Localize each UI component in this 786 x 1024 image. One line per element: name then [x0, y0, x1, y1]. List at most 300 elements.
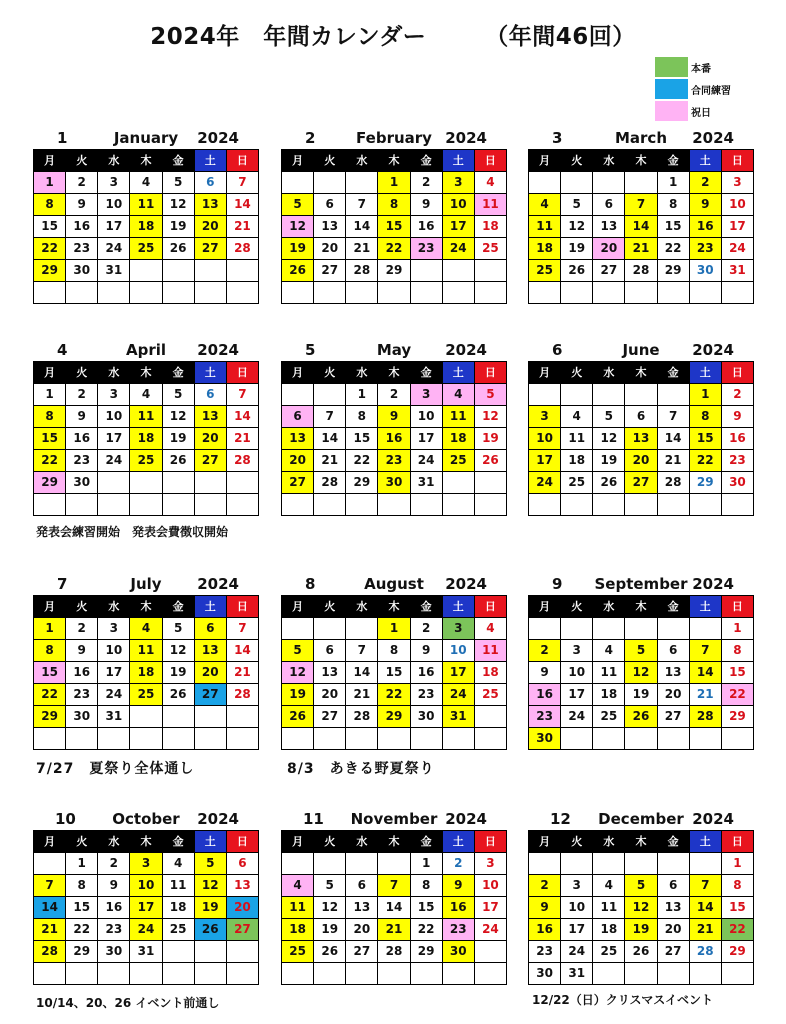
day-cell: 23 [66, 684, 98, 706]
day-cell: 17 [529, 450, 561, 472]
day-cell: 13 [194, 194, 226, 216]
weekday-header: 土 [442, 150, 474, 172]
day-cell: 23 [689, 238, 721, 260]
empty-cell [593, 728, 625, 750]
weekday-header: 金 [657, 831, 689, 853]
empty-cell [529, 494, 561, 516]
empty-cell [529, 618, 561, 640]
day-cell: 18 [130, 428, 162, 450]
weekday-header: 水 [98, 831, 130, 853]
day-cell: 12 [625, 897, 657, 919]
weekday-header: 土 [442, 596, 474, 618]
day-cell: 15 [689, 428, 721, 450]
day-cell: 3 [410, 384, 442, 406]
weekday-header: 木 [130, 150, 162, 172]
empty-cell [226, 494, 258, 516]
day-cell: 16 [410, 662, 442, 684]
week-row [34, 684, 259, 706]
day-cell: 29 [721, 941, 753, 963]
day-cell: 10 [442, 194, 474, 216]
day-cell: 10 [561, 662, 593, 684]
weekday-header: 月 [34, 596, 66, 618]
day-cell: 14 [34, 897, 66, 919]
empty-cell [162, 706, 194, 728]
day-cell: 11 [162, 875, 194, 897]
empty-cell [378, 853, 410, 875]
day-cell: 18 [529, 238, 561, 260]
day-cell: 15 [34, 428, 66, 450]
empty-cell [314, 494, 346, 516]
week-row [529, 618, 754, 640]
day-cell: 5 [162, 384, 194, 406]
empty-cell [226, 963, 258, 985]
legend [655, 57, 731, 123]
day-cell: 10 [98, 406, 130, 428]
day-cell: 16 [721, 428, 753, 450]
weekday-header: 木 [625, 831, 657, 853]
day-cell: 5 [474, 384, 506, 406]
weekday-header: 月 [34, 362, 66, 384]
day-cell: 20 [314, 684, 346, 706]
empty-cell [442, 282, 474, 304]
day-cell: 6 [226, 853, 258, 875]
week-row [34, 282, 259, 304]
weekday-header: 月 [34, 150, 66, 172]
empty-cell [282, 172, 314, 194]
empty-cell [625, 282, 657, 304]
week-row [34, 194, 259, 216]
empty-cell [98, 494, 130, 516]
empty-cell [689, 963, 721, 985]
day-cell: 6 [593, 194, 625, 216]
day-cell: 20 [314, 238, 346, 260]
day-cell: 13 [593, 216, 625, 238]
empty-cell [657, 728, 689, 750]
month-number: 9 [552, 575, 563, 593]
empty-cell [442, 260, 474, 282]
month-year: 2024 [197, 810, 239, 828]
day-cell: 19 [194, 897, 226, 919]
month-table [528, 149, 754, 304]
month-number: 5 [305, 341, 316, 359]
empty-cell [226, 706, 258, 728]
month-name: March [614, 129, 668, 147]
week-row [529, 260, 754, 282]
weekday-header: 水 [346, 596, 378, 618]
weekday-header: 土 [194, 362, 226, 384]
month-name: September [594, 575, 688, 593]
empty-cell [98, 963, 130, 985]
day-cell: 24 [98, 684, 130, 706]
month-number: 3 [552, 129, 563, 147]
day-cell: 26 [474, 450, 506, 472]
empty-cell [346, 853, 378, 875]
day-cell: 12 [474, 406, 506, 428]
day-cell: 13 [314, 662, 346, 684]
day-cell: 11 [282, 897, 314, 919]
weekday-header: 金 [410, 831, 442, 853]
empty-cell [593, 494, 625, 516]
weekday-header: 日 [721, 362, 753, 384]
day-cell: 9 [66, 406, 98, 428]
day-cell: 1 [378, 172, 410, 194]
week-row [34, 238, 259, 260]
day-cell: 13 [282, 428, 314, 450]
day-cell: 1 [721, 853, 753, 875]
day-cell: 27 [657, 941, 689, 963]
week-row [282, 728, 507, 750]
day-cell: 28 [226, 684, 258, 706]
month-year: 2024 [197, 341, 239, 359]
empty-cell [314, 172, 346, 194]
day-cell: 12 [561, 216, 593, 238]
day-cell: 7 [314, 406, 346, 428]
day-cell: 21 [346, 684, 378, 706]
day-cell: 18 [130, 662, 162, 684]
empty-cell [378, 494, 410, 516]
month-year: 2024 [197, 129, 239, 147]
empty-cell [721, 494, 753, 516]
legend-label: 合同練習 [691, 85, 731, 97]
empty-cell [625, 494, 657, 516]
weekday-header: 火 [561, 150, 593, 172]
empty-cell [529, 384, 561, 406]
day-cell: 21 [378, 919, 410, 941]
day-cell: 18 [474, 216, 506, 238]
day-cell: 22 [721, 684, 753, 706]
empty-cell [130, 963, 162, 985]
day-cell: 3 [561, 640, 593, 662]
day-cell: 27 [657, 706, 689, 728]
empty-cell [34, 728, 66, 750]
empty-cell [194, 963, 226, 985]
weekday-header: 火 [561, 831, 593, 853]
weekday-header: 木 [378, 596, 410, 618]
month-header [528, 129, 754, 149]
empty-cell [625, 853, 657, 875]
day-cell: 4 [474, 618, 506, 640]
weekday-header: 日 [721, 596, 753, 618]
day-cell: 4 [561, 406, 593, 428]
empty-cell [593, 282, 625, 304]
week-row [282, 472, 507, 494]
day-cell: 8 [34, 640, 66, 662]
page-title: 2024年 年間カレンダー （年間46回） [150, 24, 636, 50]
month-table [528, 595, 754, 750]
month-number: 6 [552, 341, 563, 359]
week-row [282, 428, 507, 450]
day-cell: 12 [162, 406, 194, 428]
day-cell: 26 [162, 450, 194, 472]
weekday-header: 水 [346, 831, 378, 853]
week-row [34, 706, 259, 728]
day-cell: 17 [98, 662, 130, 684]
month-year: 2024 [692, 341, 734, 359]
empty-cell [162, 260, 194, 282]
day-cell: 2 [410, 172, 442, 194]
day-cell: 25 [593, 941, 625, 963]
day-cell: 2 [442, 853, 474, 875]
day-cell: 12 [282, 662, 314, 684]
day-cell: 26 [282, 260, 314, 282]
weekday-header: 月 [529, 362, 561, 384]
empty-cell [410, 728, 442, 750]
day-cell: 30 [529, 963, 561, 985]
empty-cell [474, 260, 506, 282]
weekday-header: 水 [593, 362, 625, 384]
day-cell: 23 [66, 238, 98, 260]
day-cell: 26 [314, 941, 346, 963]
day-cell: 20 [657, 919, 689, 941]
empty-cell [162, 282, 194, 304]
day-cell: 22 [721, 919, 753, 941]
day-cell: 23 [721, 450, 753, 472]
month-header [281, 810, 507, 830]
day-cell: 9 [442, 875, 474, 897]
week-row [282, 618, 507, 640]
month-number: 4 [57, 341, 68, 359]
day-cell: 2 [529, 875, 561, 897]
day-cell: 8 [378, 194, 410, 216]
weekday-header: 火 [66, 831, 98, 853]
weekday-header: 金 [162, 362, 194, 384]
day-cell: 31 [721, 260, 753, 282]
day-cell: 26 [194, 919, 226, 941]
month-name: January [113, 129, 179, 147]
empty-cell [442, 728, 474, 750]
day-cell: 2 [689, 172, 721, 194]
empty-cell [346, 172, 378, 194]
day-cell: 14 [226, 640, 258, 662]
weekday-header: 月 [529, 831, 561, 853]
week-row [529, 640, 754, 662]
day-cell: 9 [378, 406, 410, 428]
weekday-header: 火 [314, 596, 346, 618]
day-cell: 15 [378, 662, 410, 684]
week-row [34, 216, 259, 238]
empty-cell [194, 728, 226, 750]
day-cell: 23 [66, 450, 98, 472]
empty-cell [561, 853, 593, 875]
day-cell: 5 [561, 194, 593, 216]
day-cell: 25 [130, 450, 162, 472]
month-header [528, 341, 754, 361]
day-cell: 7 [657, 406, 689, 428]
week-row [282, 662, 507, 684]
day-cell: 23 [529, 941, 561, 963]
day-cell: 1 [66, 853, 98, 875]
month-table [281, 830, 507, 985]
legend-swatch [655, 79, 688, 99]
day-cell: 30 [410, 706, 442, 728]
day-cell: 2 [66, 384, 98, 406]
day-cell: 24 [98, 238, 130, 260]
day-cell: 18 [474, 662, 506, 684]
month-name: August [364, 575, 424, 593]
day-cell: 27 [282, 472, 314, 494]
month-year: 2024 [692, 575, 734, 593]
empty-cell [593, 963, 625, 985]
weekday-header: 月 [529, 150, 561, 172]
day-cell: 20 [194, 428, 226, 450]
day-cell: 27 [314, 260, 346, 282]
empty-cell [130, 706, 162, 728]
empty-cell [314, 728, 346, 750]
week-row [282, 494, 507, 516]
week-row [34, 640, 259, 662]
day-cell: 9 [410, 194, 442, 216]
day-cell: 30 [66, 260, 98, 282]
day-cell: 30 [529, 728, 561, 750]
day-cell: 20 [194, 662, 226, 684]
empty-cell [442, 963, 474, 985]
day-cell: 30 [378, 472, 410, 494]
week-row [34, 384, 259, 406]
day-cell: 29 [689, 472, 721, 494]
day-cell: 28 [625, 260, 657, 282]
day-cell: 7 [625, 194, 657, 216]
day-cell: 2 [529, 640, 561, 662]
month-table [33, 830, 259, 985]
day-cell: 29 [721, 706, 753, 728]
day-cell: 6 [657, 875, 689, 897]
day-cell: 6 [625, 406, 657, 428]
empty-cell [282, 618, 314, 640]
day-cell: 24 [98, 450, 130, 472]
day-cell: 4 [130, 618, 162, 640]
empty-cell [378, 963, 410, 985]
month-table [281, 595, 507, 750]
empty-cell [226, 260, 258, 282]
day-cell: 25 [282, 941, 314, 963]
day-cell: 29 [34, 472, 66, 494]
day-cell: 9 [98, 875, 130, 897]
day-cell: 27 [346, 941, 378, 963]
day-cell: 30 [66, 472, 98, 494]
day-cell: 19 [625, 684, 657, 706]
day-cell: 5 [282, 194, 314, 216]
day-cell: 4 [593, 875, 625, 897]
day-cell: 11 [529, 216, 561, 238]
day-cell: 28 [34, 941, 66, 963]
day-cell: 2 [98, 853, 130, 875]
day-cell: 29 [410, 941, 442, 963]
week-row [34, 472, 259, 494]
month-may [281, 341, 507, 516]
day-cell: 19 [282, 684, 314, 706]
weekday-header: 土 [689, 362, 721, 384]
day-cell: 12 [314, 897, 346, 919]
day-cell: 9 [689, 194, 721, 216]
note-october: 10/14、20、26 イベント前通し [36, 996, 220, 1010]
day-cell: 30 [98, 941, 130, 963]
day-cell: 8 [657, 194, 689, 216]
week-row [282, 941, 507, 963]
weekday-header: 日 [474, 362, 506, 384]
day-cell: 19 [162, 428, 194, 450]
day-cell: 27 [194, 684, 226, 706]
empty-cell [561, 618, 593, 640]
week-row [529, 941, 754, 963]
day-cell: 1 [657, 172, 689, 194]
day-cell: 22 [657, 238, 689, 260]
day-cell: 12 [162, 194, 194, 216]
week-row [282, 684, 507, 706]
empty-cell [689, 494, 721, 516]
empty-cell [474, 282, 506, 304]
day-cell: 8 [721, 875, 753, 897]
week-row [34, 875, 259, 897]
week-row [34, 428, 259, 450]
empty-cell [378, 282, 410, 304]
empty-cell [346, 282, 378, 304]
day-cell: 29 [66, 941, 98, 963]
day-cell: 11 [474, 194, 506, 216]
empty-cell [721, 963, 753, 985]
week-row [529, 238, 754, 260]
day-cell: 19 [282, 238, 314, 260]
day-cell: 29 [34, 260, 66, 282]
day-cell: 19 [314, 919, 346, 941]
day-cell: 31 [561, 963, 593, 985]
weekday-header: 木 [130, 362, 162, 384]
day-cell: 13 [226, 875, 258, 897]
week-row [282, 963, 507, 985]
day-cell: 28 [346, 260, 378, 282]
week-row [529, 172, 754, 194]
day-cell: 6 [194, 172, 226, 194]
day-cell: 4 [593, 640, 625, 662]
weekday-header: 木 [625, 362, 657, 384]
day-cell: 13 [194, 406, 226, 428]
day-cell: 18 [593, 684, 625, 706]
day-cell: 13 [625, 428, 657, 450]
week-row [529, 194, 754, 216]
week-row [282, 216, 507, 238]
day-cell: 31 [442, 706, 474, 728]
day-cell: 6 [314, 194, 346, 216]
empty-cell [410, 963, 442, 985]
day-cell: 7 [226, 618, 258, 640]
weekday-header: 金 [162, 596, 194, 618]
day-cell: 8 [346, 406, 378, 428]
day-cell: 21 [34, 919, 66, 941]
day-cell: 10 [442, 640, 474, 662]
empty-cell [314, 282, 346, 304]
day-cell: 22 [34, 238, 66, 260]
empty-cell [346, 728, 378, 750]
weekday-header: 木 [378, 831, 410, 853]
empty-cell [474, 963, 506, 985]
weekday-header: 金 [657, 362, 689, 384]
empty-cell [474, 472, 506, 494]
day-cell: 16 [410, 216, 442, 238]
empty-cell [34, 282, 66, 304]
day-cell: 13 [657, 897, 689, 919]
week-row [529, 662, 754, 684]
empty-cell [625, 384, 657, 406]
month-header [33, 129, 259, 149]
day-cell: 12 [625, 662, 657, 684]
month-table [33, 361, 259, 516]
month-number: 11 [303, 810, 324, 828]
weekday-header: 金 [410, 150, 442, 172]
day-cell: 20 [194, 216, 226, 238]
month-name: May [376, 341, 412, 359]
day-cell: 30 [689, 260, 721, 282]
day-cell: 14 [689, 662, 721, 684]
empty-cell [34, 494, 66, 516]
